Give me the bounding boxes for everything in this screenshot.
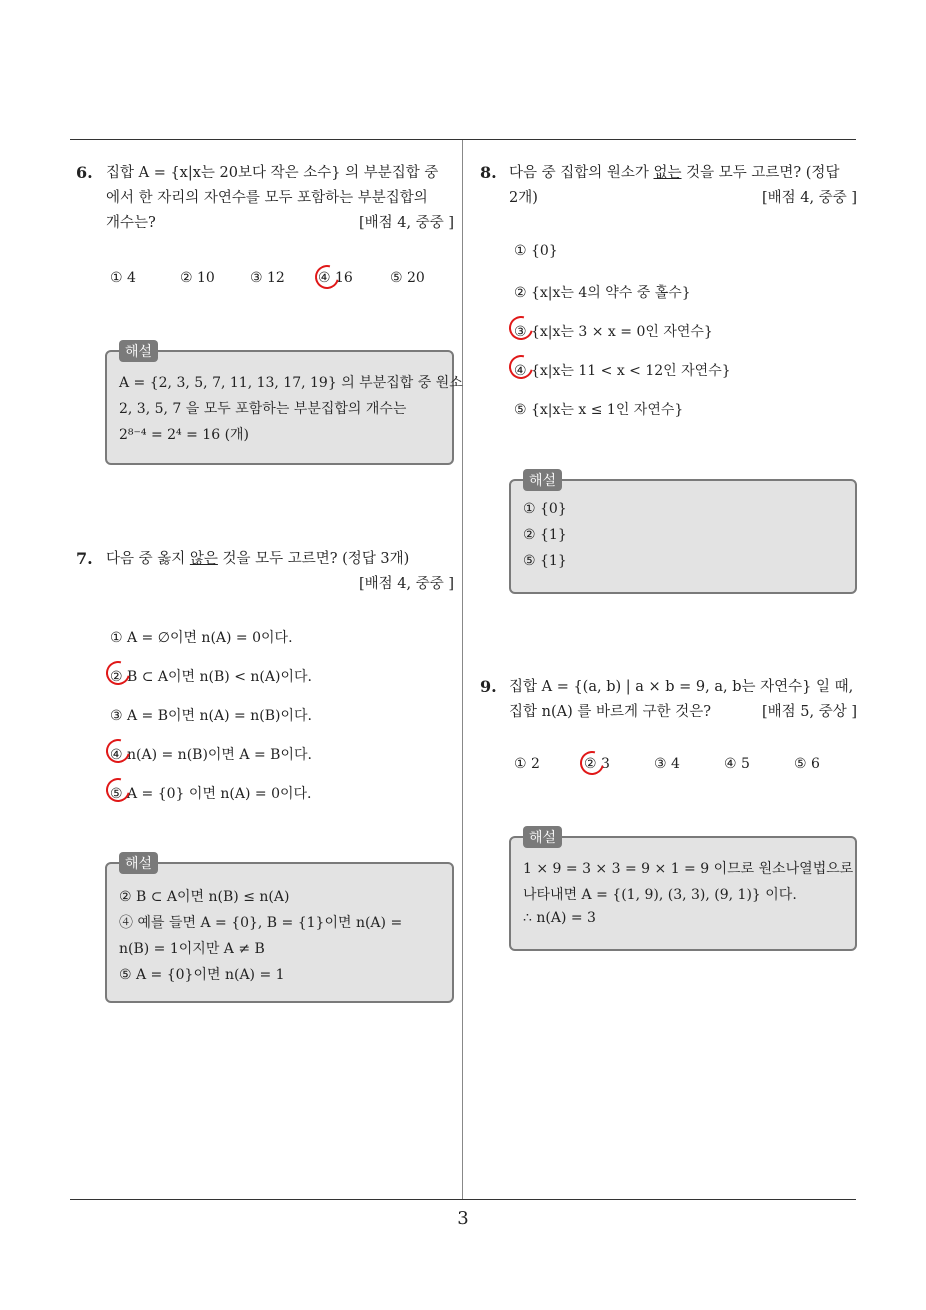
solution-box bbox=[105, 344, 463, 465]
choice-4[interactable]: ④ {x|x는 11 < x < 12인 자연수} bbox=[514, 363, 731, 379]
question-text: 것을 모두 고르면? (정답 bbox=[681, 165, 840, 181]
choice-5[interactable]: ⑤ 20 bbox=[390, 270, 425, 286]
score-tag: [배점 4, 중중 ] bbox=[358, 215, 454, 231]
question-text: 집합 n(A) 를 바르게 구한 것은? bbox=[509, 704, 712, 720]
choice-1[interactable]: ① A = ∅이면 n(A) = 0이다. bbox=[110, 630, 293, 646]
solution-box bbox=[105, 856, 454, 1003]
question-number: 9. bbox=[480, 677, 497, 696]
choice-1[interactable]: ① {0} bbox=[514, 243, 558, 259]
question-text: 다음 중 집합의 원소가 bbox=[509, 165, 654, 181]
choice-1[interactable]: ① 4 bbox=[110, 270, 136, 286]
underlined-word: 않은 bbox=[189, 551, 218, 567]
solution-box bbox=[509, 830, 857, 951]
solution-box bbox=[509, 473, 857, 594]
question-number: 7. bbox=[76, 549, 93, 568]
solution-line: A = {2, 3, 5, 7, 11, 13, 17, 19} 의 부분집합 중 원소 bbox=[119, 375, 463, 391]
question-number: 6. bbox=[76, 163, 93, 182]
choice-3[interactable]: ③ {x|x는 3 × x = 0인 자연수} bbox=[514, 324, 713, 340]
choice-2[interactable]: ② 3 bbox=[584, 756, 610, 772]
question-text: 것을 모두 고르면? (정답 3개) bbox=[217, 551, 410, 567]
solution-line: ⑤ A = {0}이면 n(A) = 1 bbox=[119, 967, 285, 983]
bottom-rule bbox=[70, 1199, 856, 1200]
solution-line: 나타내면 A = {(1, 9), (3, 3), (9, 1)} 이다. bbox=[523, 887, 797, 903]
choice-2[interactable]: ② 10 bbox=[180, 270, 215, 286]
top-rule bbox=[70, 139, 856, 140]
solution-label: 해설 bbox=[119, 852, 158, 874]
page-number: 3 bbox=[457, 1208, 469, 1229]
choice-1[interactable]: ① 2 bbox=[514, 756, 540, 772]
choice-2[interactable]: ② {x|x는 4의 약수 중 홀수} bbox=[514, 285, 691, 301]
solution-line: 1 × 9 = 3 × 3 = 9 × 1 = 9 이므로 원소나열법으로 bbox=[523, 861, 854, 877]
solution-line: ② {1} bbox=[523, 527, 567, 543]
question-text: 다음 중 옳지 bbox=[106, 551, 190, 567]
solution-line: ∴ n(A) = 3 bbox=[523, 910, 596, 926]
solution-line: n(B) = 1이지만 A ≠ B bbox=[119, 941, 265, 957]
choice-5[interactable]: ⑤ A = {0} 이면 n(A) = 0이다. bbox=[110, 786, 312, 802]
solution-label: 해설 bbox=[523, 826, 562, 848]
choice-2[interactable]: ② B ⊂ A이면 n(B) < n(A)이다. bbox=[110, 669, 312, 685]
underlined-word: 없는 bbox=[653, 165, 682, 181]
solution-line: ④ 예를 들면 A = {0}, B = {1}이면 n(A) = bbox=[119, 915, 403, 931]
solution-line: ② B ⊂ A이면 n(B) ≤ n(A) bbox=[119, 889, 290, 905]
column-divider bbox=[462, 140, 463, 1200]
question-number: 8. bbox=[480, 163, 497, 182]
solution-line: 2⁸⁻⁴ = 2⁴ = 16 (개) bbox=[119, 427, 250, 443]
answer-mark-icon bbox=[576, 747, 609, 780]
score-tag: [배점 5, 중상 ] bbox=[761, 704, 857, 720]
question-text: 집합 A = {(a, b) | a × b = 9, a, b는 자연수} 일 때, bbox=[509, 679, 854, 695]
solution-line: ① {0} bbox=[523, 501, 567, 517]
score-tag: [배점 4, 중중 ] bbox=[358, 576, 454, 592]
solution-line: ⑤ {1} bbox=[523, 553, 567, 569]
solution-label: 해설 bbox=[523, 469, 562, 491]
solution-label: 해설 bbox=[119, 340, 158, 362]
answer-mark-icon bbox=[311, 261, 344, 294]
choice-3[interactable]: ③ 12 bbox=[250, 270, 285, 286]
choice-4[interactable]: ④ 5 bbox=[724, 756, 750, 772]
choice-3[interactable]: ③ 4 bbox=[654, 756, 680, 772]
choice-5[interactable]: ⑤ 6 bbox=[794, 756, 820, 772]
choice-4[interactable]: ④ n(A) = n(B)이면 A = B이다. bbox=[110, 747, 312, 763]
question-text: 에서 한 자리의 자연수를 모두 포함하는 부분집합의 bbox=[106, 190, 428, 206]
question-text: 2개) bbox=[509, 190, 538, 206]
solution-line: 2, 3, 5, 7 을 모두 포함하는 부분집합의 개수는 bbox=[119, 401, 407, 417]
score-tag: [배점 4, 중중 ] bbox=[761, 190, 857, 206]
choice-3[interactable]: ③ A = B이면 n(A) = n(B)이다. bbox=[110, 708, 312, 724]
choice-5[interactable]: ⑤ {x|x는 x ≤ 1인 자연수} bbox=[514, 402, 684, 418]
question-text: 개수는? bbox=[106, 215, 156, 231]
question-text: 집합 A = {x|x는 20보다 작은 소수} 의 부분집합 중 bbox=[106, 165, 439, 181]
choice-4[interactable]: ④ 16 bbox=[318, 270, 353, 286]
